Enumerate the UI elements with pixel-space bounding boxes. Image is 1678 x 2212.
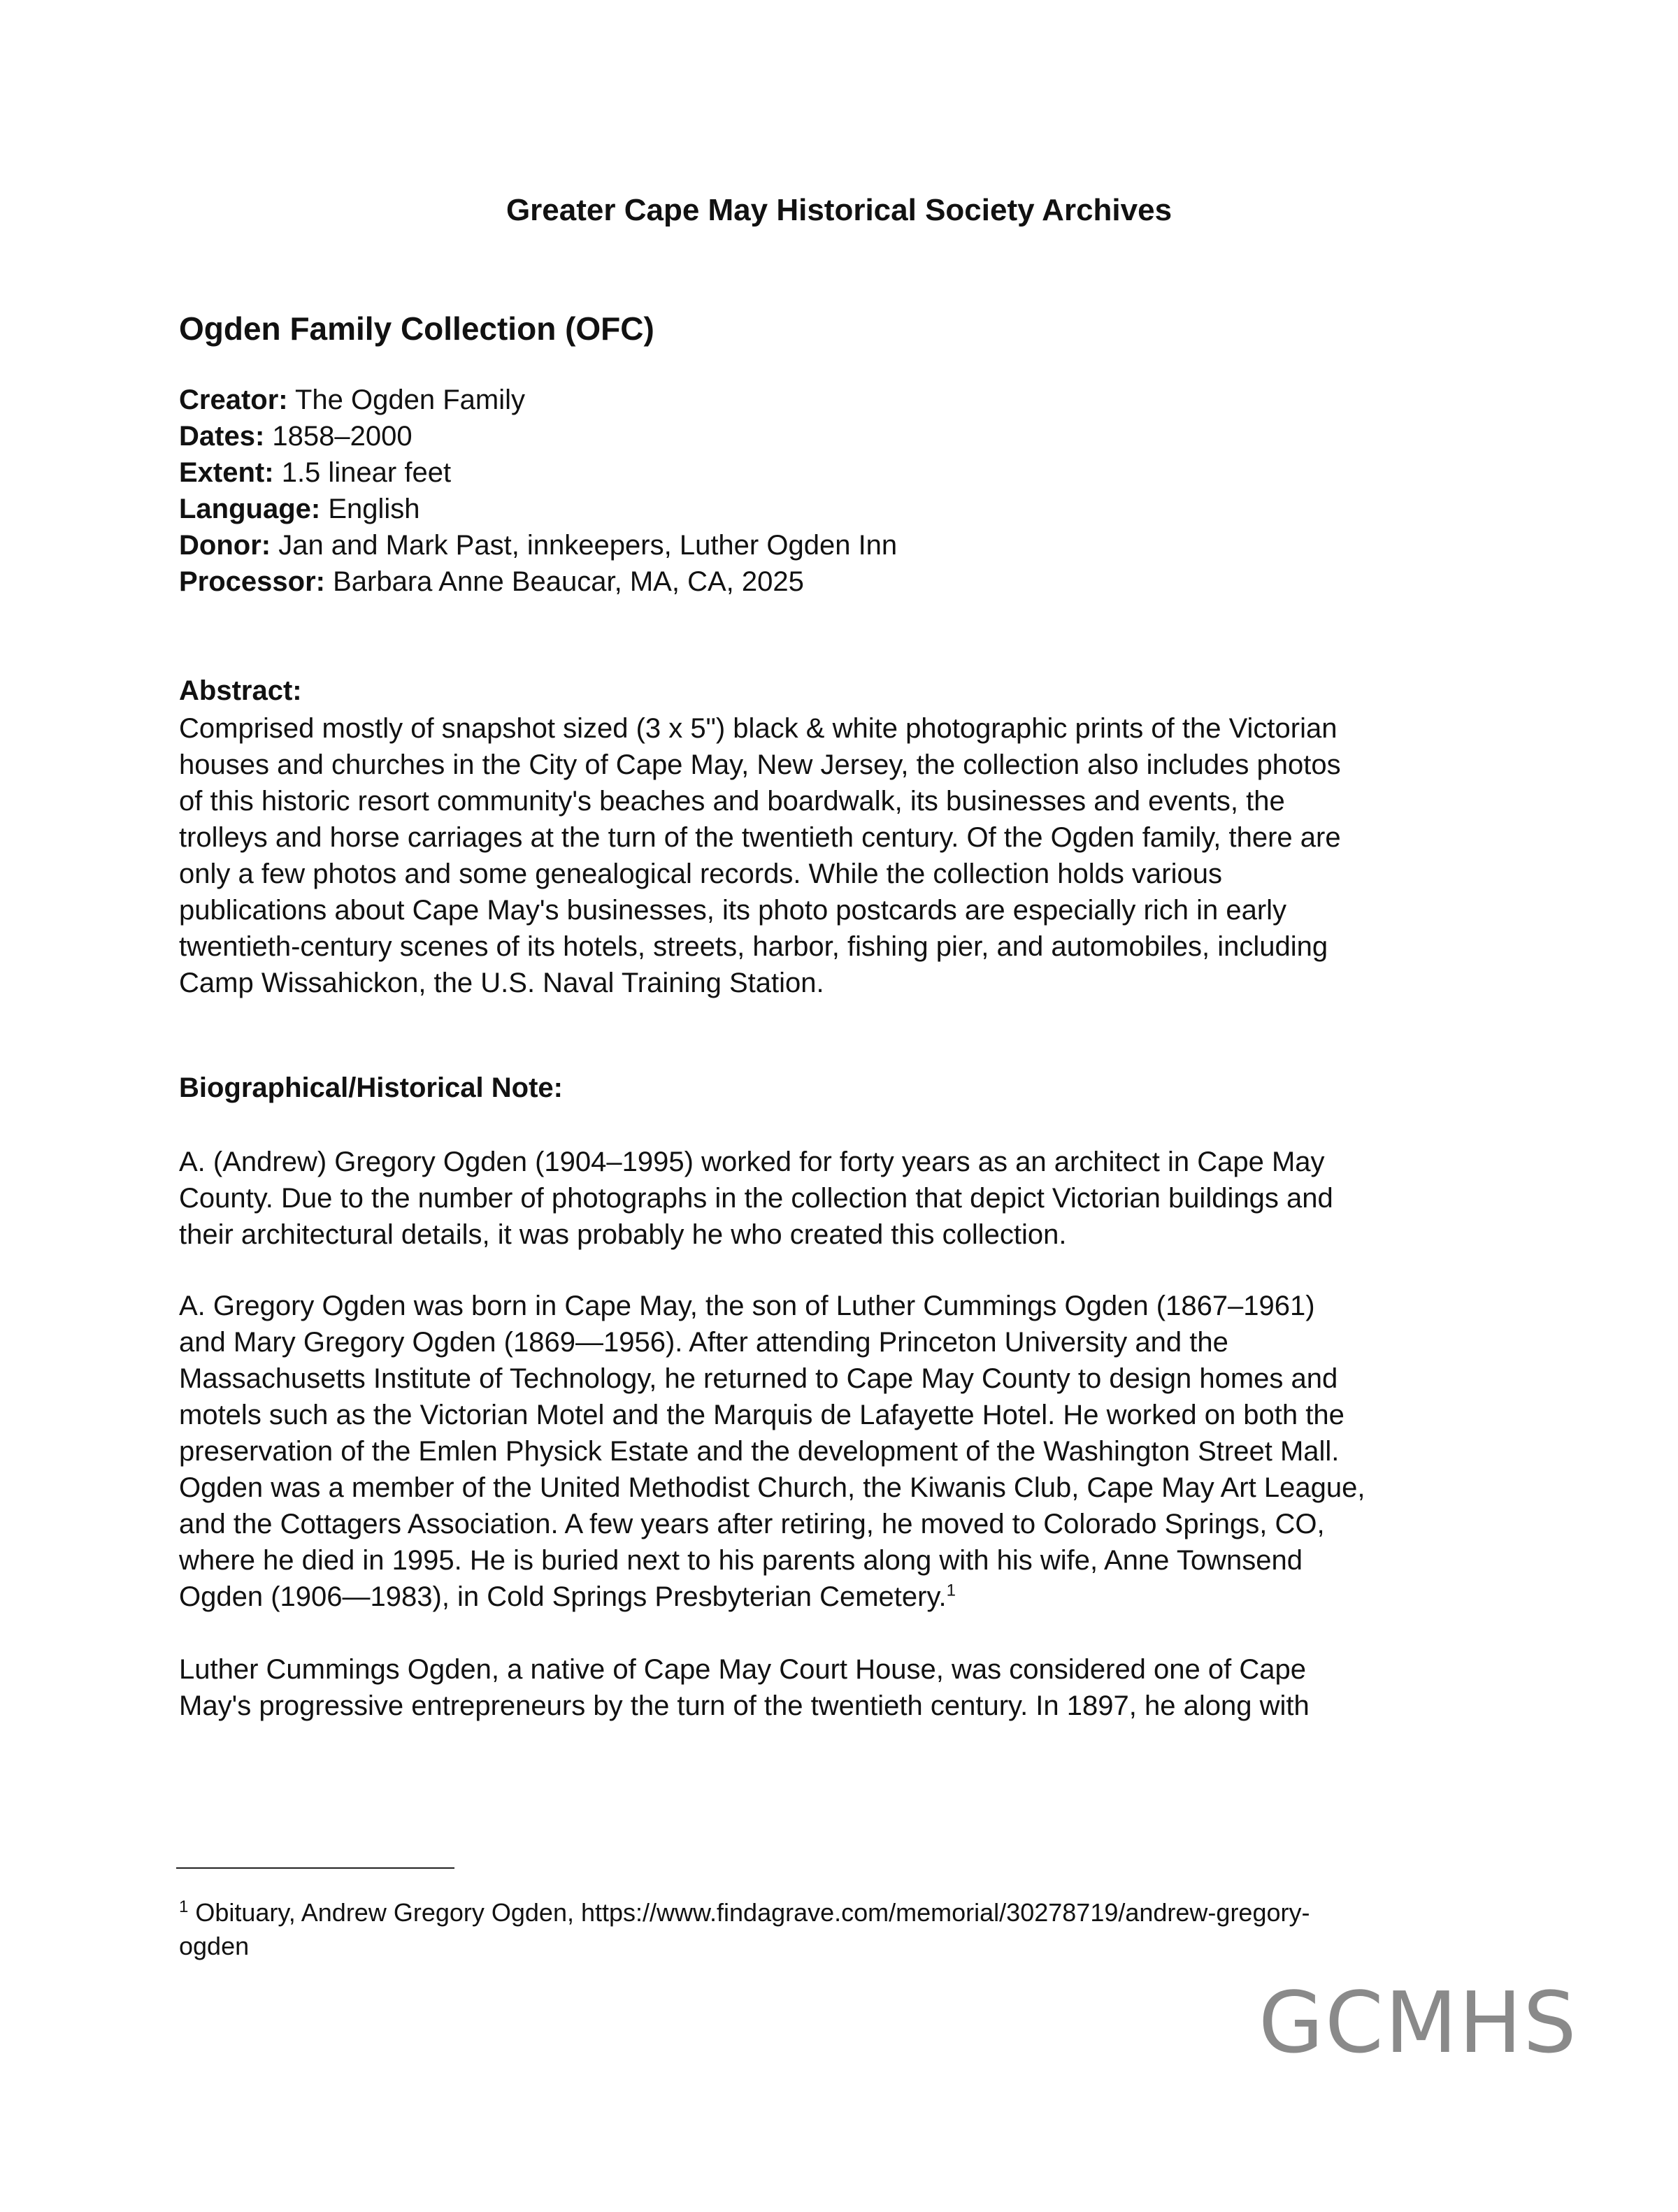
footnote-line: ogden [179,1932,250,1960]
footnote [179,1896,1500,1963]
metadata-value: Jan and Mark Past, innkeepers, Luther Ogden Inn [271,530,898,561]
metadata-value: English [320,494,420,524]
text-line: where he died in 1995. He is buried next to his parents along with his wife, Anne Townsend [179,1545,1303,1576]
text-line: publications about Cape May's businesses, its photo postcards are especially rich in early [179,895,1287,926]
collection-title: Ogden Family Collection (OFC) [179,310,654,347]
metadata-value: 1858–2000 [264,421,413,452]
text-line: preservation of the Emlen Physick Estate and the development of the Washington Street Mall. [179,1436,1340,1467]
watermark-logo: GCMHS [1258,1975,1578,2072]
metadata-label: Dates: [179,421,265,452]
metadata-label: Extent: [179,457,274,488]
text-line: of this historic resort community's beaches and boardwalk, its businesses and events, the [179,786,1285,817]
abstract-text [179,710,1500,1001]
metadata-value: 1.5 linear feet [273,457,452,488]
metadata-value: Barbara Anne Beaucar, MA, CA, 2025 [324,566,804,597]
metadata-label: Creator: [179,385,288,415]
metadata-label: Language: [179,494,321,524]
metadata-extent [179,454,1500,491]
text-line [179,1579,1500,1615]
text-line: twentieth-century scenes of its hotels, streets, harbor, fishing pier, and automobiles, including [179,931,1328,962]
biography-paragraph-2 [179,1288,1500,1615]
footnote-line [179,1896,1500,1930]
metadata-label: Processor: [179,566,325,597]
text-line: their architectural details, it was probably he who created this collection. [179,1219,1067,1250]
metadata-language [179,491,1500,527]
text-line: A. (Andrew) Gregory Ogden (1904–1995) worked for forty years as an architect in Cape May [179,1147,1325,1177]
footnote-reference[interactable]: 1 [946,1581,956,1600]
biography-paragraph-3 [179,1651,1500,1724]
metadata-dates [179,418,1500,454]
text-line: County. Due to the number of photographs in the collection that depict Victorian buildings and [179,1183,1333,1214]
text-line: Massachusetts Institute of Technology, he returned to Cape May County to design homes and [179,1363,1338,1394]
text-line: Camp Wissahickon, the U.S. Naval Training Station. [179,968,824,998]
footnote-mark: 1 [179,1897,189,1916]
text-line: and the Cottagers Association. A few years after retiring, he moved to Colorado Springs, CO, [179,1509,1325,1539]
text-line: motels such as the Victorian Motel and the Marquis de Lafayette Hotel. He worked on both the [179,1400,1344,1430]
metadata-label: Donor: [179,530,271,561]
metadata-processor [179,563,1500,600]
collection-metadata [179,382,1500,600]
footnote-text: Obituary, Andrew Gregory Ogden, https://www.findagrave.com/memorial/30278719/andrew-gregory- [188,1898,1310,1927]
metadata-creator [179,382,1500,418]
metadata-donor [179,527,1500,563]
biography-heading: Biographical/Historical Note: [179,1072,563,1103]
text-line: Luther Cummings Ogden, a native of Cape May Court House, was considered one of Cape [179,1654,1306,1685]
abstract-heading: Abstract: [179,675,302,706]
organization-title: Greater Cape May Historical Society Archives [505,193,1173,227]
footnote-divider [176,1867,454,1869]
metadata-value: The Ogden Family [287,385,526,415]
text-line: May's progressive entrepreneurs by the turn of the twentieth century. In 1897, he along with [179,1690,1310,1721]
text-line: and Mary Gregory Ogden (1869—1956). After attending Princeton University and the [179,1327,1228,1358]
text-line: houses and churches in the City of Cape May, New Jersey, the collection also includes photos [179,749,1341,780]
text-line: Comprised mostly of snapshot sized (3 x 5") black & white photographic prints of the Victorian [179,713,1338,744]
biography-paragraph-1 [179,1144,1500,1253]
text-line: trolleys and horse carriages at the turn of the twentieth century. Of the Ogden family, there are [179,822,1341,853]
text-line: Ogden was a member of the United Methodist Church, the Kiwanis Club, Cape May Art League, [179,1472,1365,1503]
text-line: A. Gregory Ogden was born in Cape May, the son of Luther Cummings Ogden (1867–1961) [179,1291,1315,1321]
text-line: only a few photos and some genealogical records. While the collection holds various [179,859,1222,889]
text-line-content: Ogden (1906—1983), in Cold Springs Presbyterian Cemetery. [179,1581,947,1612]
